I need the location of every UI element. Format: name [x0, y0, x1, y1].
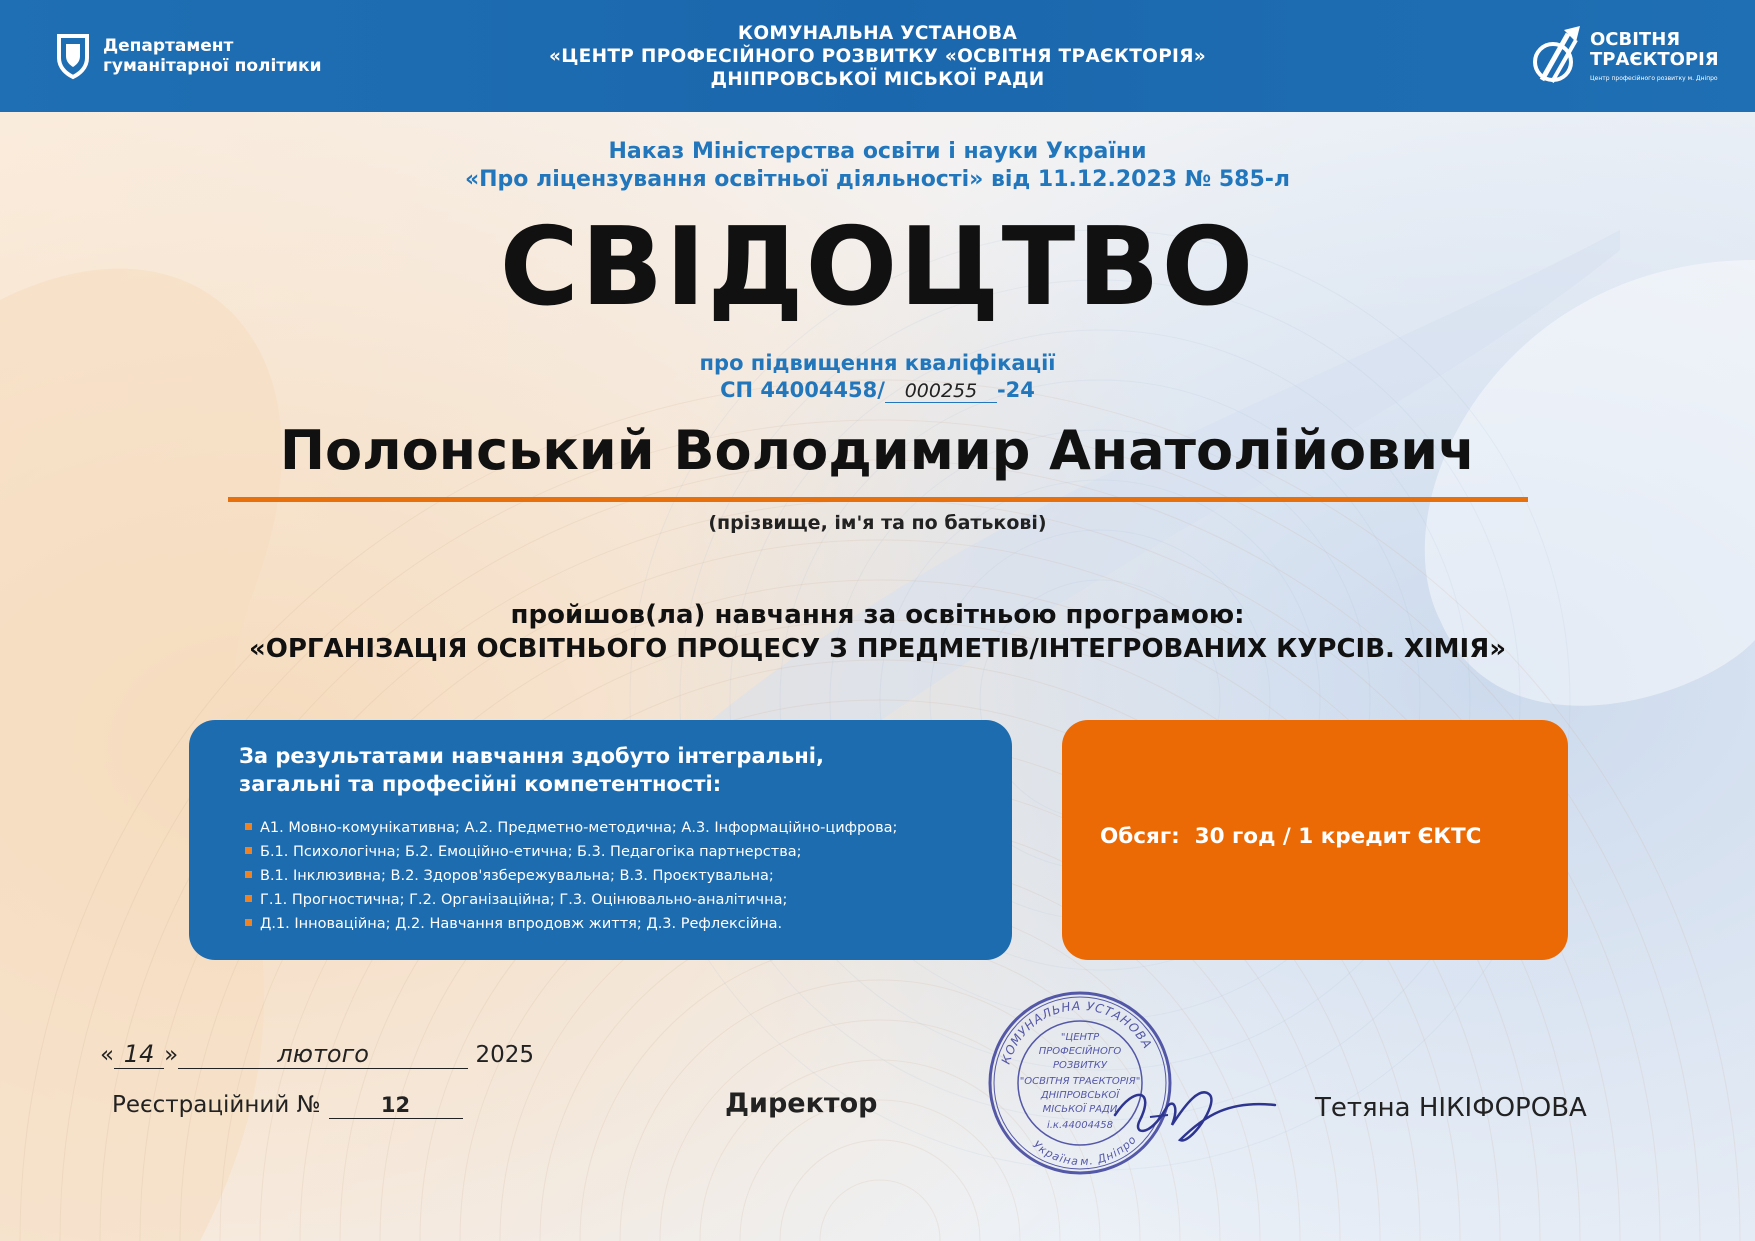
date-year: 2025 — [475, 1042, 535, 1068]
shield-icon — [55, 32, 91, 80]
list-item: В.1. Інклюзивна; В.2. Здоров'язбережувальна; В.3. Проєктувальна; — [245, 864, 897, 888]
bullet-icon — [245, 919, 252, 926]
competencies-box — [189, 720, 1012, 960]
trajectory-arrow-icon — [1528, 22, 1586, 90]
svg-text:Україна: Україна — [1030, 1138, 1080, 1169]
director-signature — [1110, 1075, 1280, 1155]
person-caption: (прізвище, ім'я та по батькові) — [708, 512, 1047, 534]
brand-logo — [1528, 22, 1719, 90]
volume-text: Обсяг: 30 год / 1 кредит ЄКТС — [1100, 824, 1482, 849]
registration: Реєстраційний № 12 — [112, 1092, 463, 1119]
brand-text: ОСВІТНЯ ТРАЄКТОРІЯ Центр професійного розвитку м. Дніпро — [1590, 28, 1719, 82]
svg-text:"ОСВІТНЯ ТРАЄКТОРІЯ": "ОСВІТНЯ ТРАЄКТОРІЯ" — [1019, 1076, 1141, 1087]
list-item: Б.1. Психологічна; Б.2. Емоційно-етична; Б.3. Педагогіка партнерства; — [245, 840, 897, 864]
person-name: Полонський Володимир Анатолійович — [279, 419, 1476, 482]
department-name: Департамент гуманітарної політики — [103, 36, 322, 76]
name-underline — [228, 497, 1528, 502]
bullet-icon — [245, 847, 252, 854]
director-title: Директор — [725, 1088, 878, 1119]
ministry-order: Наказ Міністерства освіти і науки України «Про ліцензування освітньої діяльності» від 11.12.2023 № 585-л — [464, 139, 1291, 192]
organization-title: КОМУНАЛЬНА УСТАНОВА «ЦЕНТР ПРОФЕСІЙНОГО РОЗВИТКУ «ОСВІТНЯ ТРАЄКТОРІЯ» ДНІПРОВСЬКОЇ МІСЬКОЇ РАДИ — [548, 23, 1207, 90]
director-name: Тетяна НІКІФОРОВА — [1315, 1093, 1587, 1123]
svg-text:КОМУНАЛЬНА УСТАНОВА: КОМУНАЛЬНА УСТАНОВА — [998, 998, 1155, 1066]
bullet-icon — [245, 871, 252, 878]
program-intro: пройшов(ла) навчання за освітньою програмою: — [510, 600, 1245, 630]
date-month: лютого — [178, 1040, 468, 1069]
document-title: СВІДОЦТВО — [499, 205, 1256, 330]
program-name: «ОРГАНІЗАЦІЯ ОСВІТНЬОГО ПРОЦЕСУ З ПРЕДМЕТІВ/ІНТЕГРОВАНИХ КУРСІВ. ХІМІЯ» — [248, 634, 1507, 664]
svg-text:ДНІПРОВСЬКОЇ: ДНІПРОВСЬКОЇ — [1040, 1090, 1120, 1101]
registration-number: 12 — [329, 1092, 463, 1119]
certificate-subtitle: про підвищення кваліфікації СП 44004458/ 000255 -24 — [500, 350, 1255, 404]
svg-text:МІСЬКОЇ РАДИ: МІСЬКОЇ РАДИ — [1042, 1104, 1118, 1115]
date-day: 14 — [114, 1040, 164, 1069]
svg-text:"ЦЕНТР: "ЦЕНТР — [1060, 1032, 1100, 1043]
bullet-icon — [245, 895, 252, 902]
department-logo — [55, 32, 322, 80]
list-item: Д.1. Інноваційна; Д.2. Навчання впродовж життя; Д.3. Рефлексійна. — [245, 912, 897, 936]
list-item: Г.1. Прогностична; Г.2. Організаційна; Г.3. Оцінювально-аналітична; — [245, 888, 897, 912]
volume-box — [1062, 720, 1568, 960]
issue-date: « 14 » лютого 2025 — [100, 1040, 535, 1068]
header-bar — [0, 0, 1755, 112]
svg-text:м. Дніпро: м. Дніпро — [1079, 1132, 1140, 1169]
competencies-list — [245, 816, 897, 936]
serial-number: СП 44004458/ 000255 -24 — [720, 378, 1035, 402]
competencies-heading: За результатами навчання здобуто інтегральні, загальні та професійні компетентності: — [239, 744, 824, 796]
serial-number-value: 000255 — [885, 380, 997, 403]
svg-text:і.к.44004458: і.к.44004458 — [1046, 1120, 1114, 1131]
bullet-icon — [245, 823, 252, 830]
list-item: А1. Мовно-комунікативна; А.2. Предметно-методична; А.3. Інформаційно-цифрова; — [245, 816, 897, 840]
svg-text:РОЗВИТКУ: РОЗВИТКУ — [1053, 1060, 1107, 1071]
svg-text:ПРОФЕСІЙНОГО: ПРОФЕСІЙНОГО — [1038, 1046, 1122, 1057]
